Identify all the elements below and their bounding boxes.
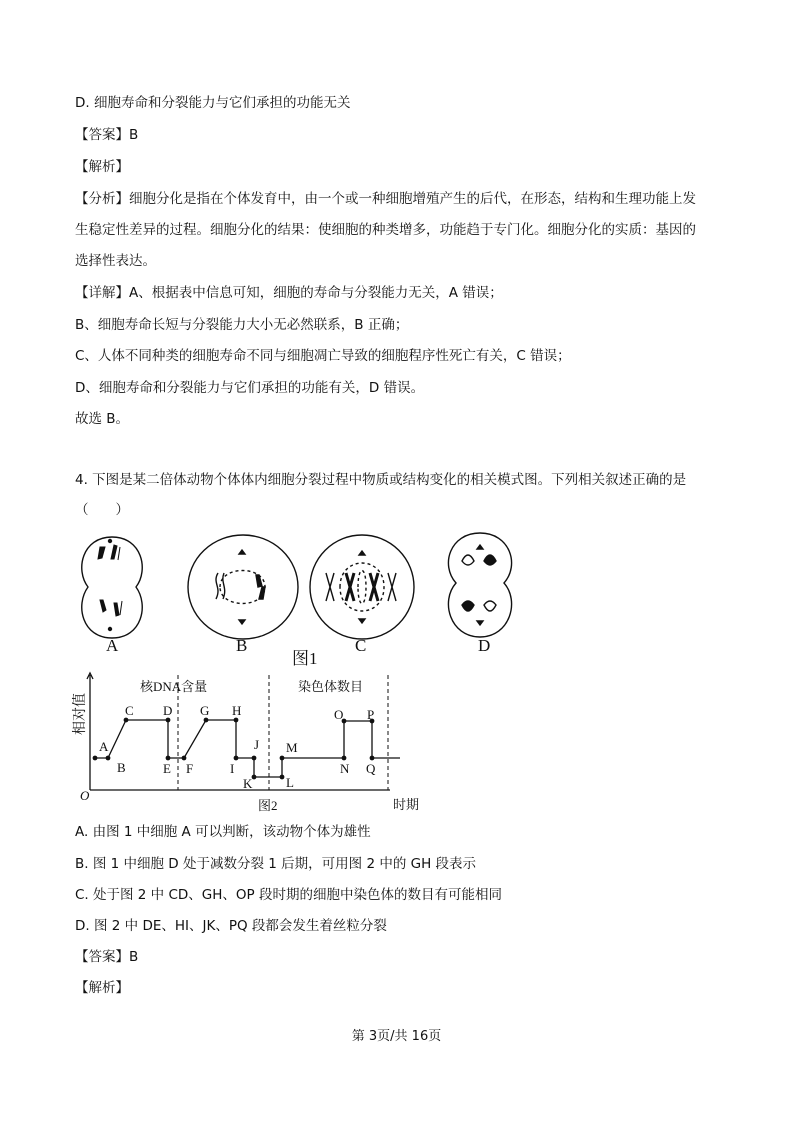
q4-option-d: D. 图 2 中 DE、HI、JK、PQ 段都会发生着丝粒分裂 — [75, 918, 387, 934]
figure-2-xlabel: 时期 — [393, 797, 420, 812]
point-label-m: M — [286, 740, 298, 755]
cell-label-c: C — [355, 636, 367, 655]
point-label-c: C — [125, 703, 134, 718]
prev-detail-line-2: B、细胞寿命长短与分裂能力大小无必然联系，B 正确； — [75, 317, 409, 333]
prev-option-d: D. 细胞寿命和分裂能力与它们承担的功能无关 — [75, 95, 351, 111]
cell-a-diagram — [82, 537, 142, 638]
prev-detail-line-4: D、细胞寿命和分裂能力与它们承担的功能有关，D 错误。 — [75, 380, 425, 396]
figure-2-ylabel: 相对值 — [73, 693, 88, 735]
prev-detail-line-1: 【详解】A、根据表中信息可知，细胞的寿命与分裂能力无关，A 错误； — [75, 285, 503, 301]
point-label-f: F — [186, 761, 194, 776]
prev-answer: 【答案】B — [75, 127, 139, 143]
point-label-k: K — [243, 776, 253, 791]
point-label-q: Q — [366, 761, 376, 776]
figure-2-caption: 图2 — [258, 798, 278, 813]
prev-analysis-line-2: 生稳定性差异的过程。细胞分化的结果：使细胞的种类增多，功能趋于专门化。细胞分化的实质：基因的 — [75, 222, 696, 238]
page-footer: 第 3页/共 16页 — [351, 1029, 442, 1044]
figure-1-caption: 图1 — [292, 649, 318, 668]
q4-answer: 【答案】B — [75, 949, 139, 965]
point-label-i: I — [230, 761, 235, 776]
prev-detail-line-3: C、人体不同种类的细胞寿命不同与细胞凋亡导致的细胞程序性死亡有关，C 错误； — [75, 348, 571, 364]
q4-stem: 4. 下图是某二倍体动物个体体内细胞分裂过程中物质或结构变化的相关模式图。下列相关叙述正确的是 — [75, 472, 687, 488]
point-label-a: A — [99, 739, 109, 754]
prev-detail-line-5: 故选 B。 — [75, 411, 130, 427]
cell-label-a: A — [106, 636, 119, 655]
cell-d-diagram — [448, 533, 511, 637]
cell-label-b: B — [236, 636, 248, 655]
point-label-p: P — [367, 707, 375, 722]
point-label-d: D — [163, 703, 173, 718]
point-label-l: L — [286, 775, 294, 790]
point-label-n: N — [340, 761, 350, 776]
prev-analysis-line-3: 选择性表达。 — [75, 253, 156, 269]
q4-option-a: A. 由图 1 中细胞 A 可以判断，该动物个体为雄性 — [75, 824, 371, 840]
point-label-h: H — [232, 703, 242, 718]
prev-analysis-line-1: 【分析】细胞分化是指在个体发育中，由一个或一种细胞增殖产生的后代，在形态，结构和生理功能上发 — [75, 191, 696, 207]
prev-analysis-title: 【解析】 — [75, 159, 129, 175]
point-label-j: J — [254, 737, 260, 752]
q4-analysis-title: 【解析】 — [75, 980, 129, 996]
figure-2-section-dna: 核DNA含量 — [140, 679, 208, 694]
q4-option-b: B. 图 1 中细胞 D 处于减数分裂 1 后期，可用图 2 中的 GH 段表示 — [75, 856, 477, 872]
point-label-o: O — [334, 707, 344, 722]
cell-b-diagram — [188, 535, 298, 639]
cell-label-d: D — [478, 636, 491, 655]
q4-blank: （ ） — [75, 502, 129, 518]
point-label-g: G — [200, 703, 210, 718]
q4-option-c: C. 处于图 2 中 CD、GH、OP 段时期的细胞中染色体的数目有可能相同 — [75, 887, 502, 903]
figure-2-origin: O — [80, 788, 90, 803]
point-label-b: B — [117, 760, 126, 775]
point-label-e: E — [163, 761, 171, 776]
figure-2-section-chrom: 染色体数目 — [298, 679, 364, 694]
cell-c-diagram — [310, 535, 414, 639]
figure-1-and-2 — [70, 525, 720, 825]
